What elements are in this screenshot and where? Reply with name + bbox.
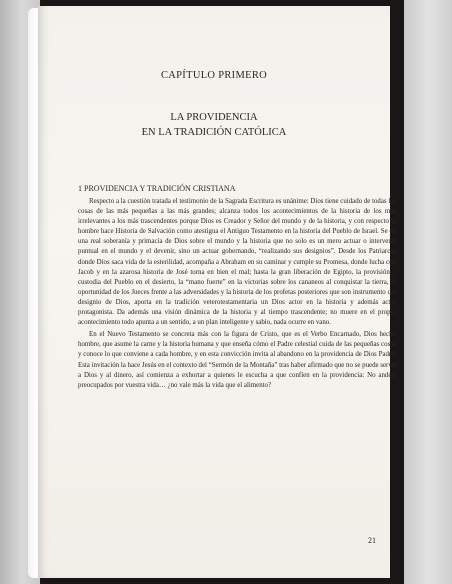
section-heading: 1 PROVIDENCIA Y TRADICIÓN CRISTIANA xyxy=(78,184,236,193)
paragraph-2: En el Nuevo Testamento se concreta más con la figura de Cristo, que es el Verbo Encarnado, Dios hecho hombre, que asume la carne y la historia humana y que enseña cómo el Padre celestial cuida de las pequeñas cosas y conoce lo que conviene a cada hombre, y en esta convicción invita al abandono en la providencia de Dios Padre. Esta invitación la hace Jesús en el contexto del “Sermón de la Montaña” tras haber afirmado que no se puede servir a Dios y al dinero, así comienza a exhortar a quienes le escucha a que confíen en la providencia: No andéis preocupados por vuestra vida… ¿no vale más la vida que el alimento? xyxy=(78,331,397,389)
book-page xyxy=(38,6,397,578)
chapter-title-line-1: LA PROVIDENCIA xyxy=(170,112,258,123)
paragraph-1: Respecto a la cuestión tratada el testimonio de la Sagrada Escritura es unánime: Dios tiene cuidado de todas las cosas de las más pequeñas a las más grandes; alcanza todos los acontecimientos de la historia de los más irrelevantes a los más trascendentes porque Dios es Creador y Señor del mundo y de la historia, y con respecto al hombre hace Historia de Salvación como atestigua el Antiguo Testamento en la historia del Pueblo de Israel. Se da una real soberanía y primacía de Dios sobre el mundo y la historia que no solo es un mero actuar o intervenir puntual en el mundo y el devenir, sino un actuar gobernando, “realizando sus designios”. Desde los Patriarcas donde Dios saca vida de la esterilidad, acompaña a Abraham en su caminar y cumple su Promesa, donde lucha con Jacob y en la azarosa historia de José torna en bien el mal; hasta la gran liberación de Egipto, la provisión y custodia del Pueblo en el desierto, la “mano fuerte” en la victorias sobre los cananeos al conquistar la tierra, la oportunidad de los Jueces frente a las adversidades y la historia de los profetas posteriores que son instrumento del designio de Dios, aporta en la tradición veterotestamentaria un Dios actor en la historia y además actor protagonista. Da además una visión dinámica de la historia y al tiempo trascendente; no muere en el propio acontecimiento todo apunta a un sentido, a un plan inteligente y sabio, nada ocurre en vano. xyxy=(78,198,396,327)
chapter-title-line-2: EN LA TRADICIÓN CATÓLICA xyxy=(141,127,287,138)
background-right xyxy=(404,0,452,584)
chapter-title xyxy=(38,110,390,140)
page-number: 21 xyxy=(368,536,376,545)
chapter-heading: CAPÍTULO PRIMERO xyxy=(160,70,268,81)
body-text xyxy=(78,197,396,391)
